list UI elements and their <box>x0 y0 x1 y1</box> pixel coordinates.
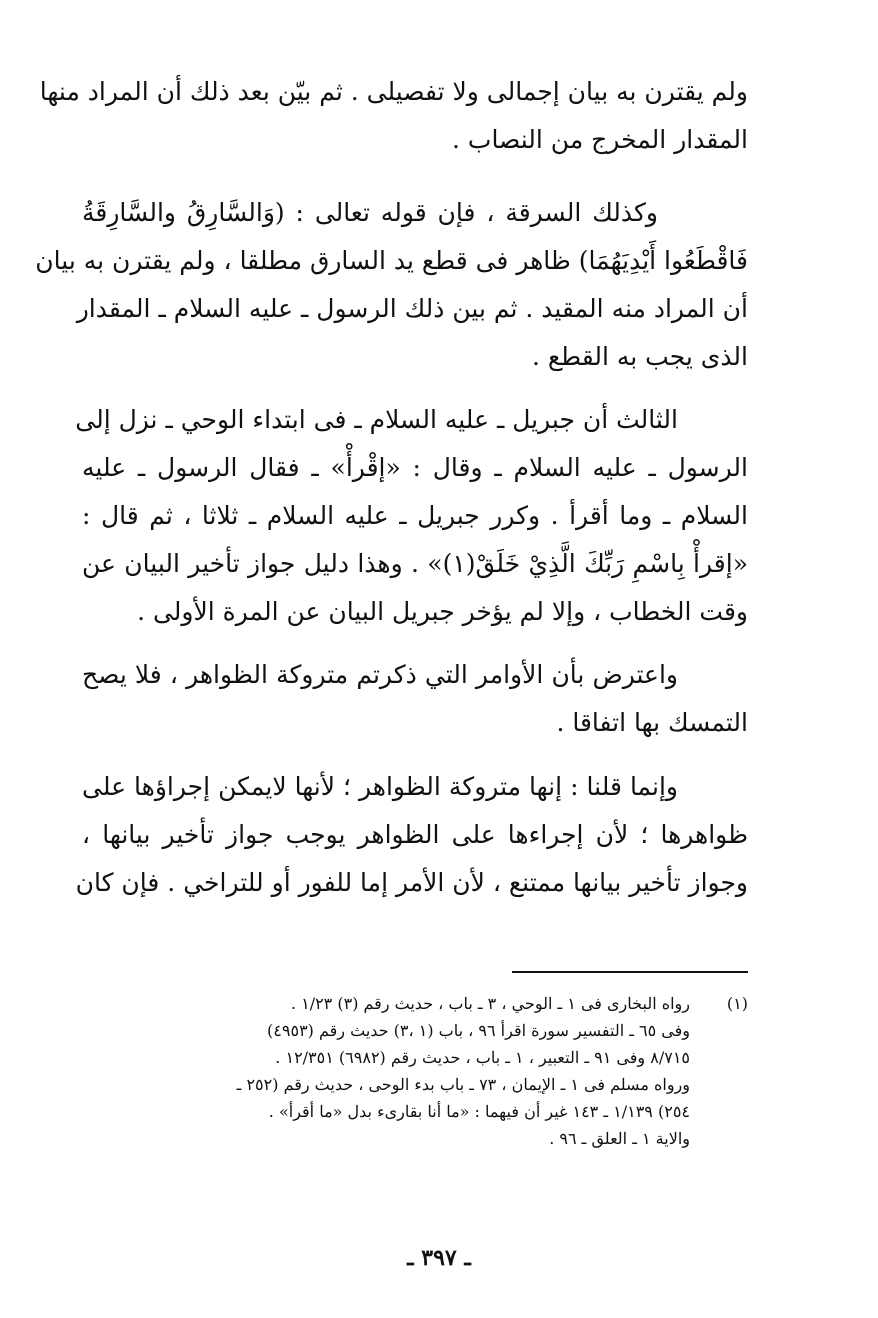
footnote-body <box>82 990 690 1152</box>
text-line: وإنما قلنا : إنها متروكة الظواهر ؛ لأنها لايمكن إجراؤها على <box>82 772 678 801</box>
footnote-line: والاية ١ ـ العلق ـ ٩٦ . <box>549 1129 690 1148</box>
footnote-divider <box>512 971 748 973</box>
text-line: «إقرأْ بِاسْمِ رَبِّكَ الَّذِيْ خَلَقْ(١)» . وهذا دليل جواز تأخير البيان عن <box>82 549 748 578</box>
paragraph-zakat-conclusion <box>39 68 748 164</box>
page-number: ـ ٣٩٧ ـ <box>407 1245 471 1271</box>
text-line: وكذلك السرقة ، فإن قوله تعالى : (وَالسَّارِقُ والسَّارِقَةُ <box>82 198 658 227</box>
paragraph-theft <box>35 189 748 381</box>
footnote-number: (١) <box>726 994 748 1013</box>
text-line: ظواهرها ؛ لأن إجراءها على الظواهر يوجب جواز تأخير بيانها ، <box>82 820 748 849</box>
text-line: أن المراد منه المقيد . ثم بين ذلك الرسول ـ عليه السلام ـ المقدار <box>76 294 748 323</box>
paragraph-reply <box>75 763 748 907</box>
text-line: فَاقْطَعُوا أَيْدِيَهُمَا) ظاهر فى قطع يد السارق مطلقا ، ولم يقترن به بيان <box>35 246 748 275</box>
footnote-line: ٢٥٤) ١/١٣٩ ـ ١٤٣ غير أن فيهما : «ما أنا بقارىء بدل «ما أقرأ» . <box>268 1102 690 1121</box>
footnote-line: رواه البخارى فى ١ ـ الوحي ، ٣ ـ باب ، حديث رقم (٣) ١/٢٣ . <box>290 994 690 1013</box>
footnote-line: ورواه مسلم فى ١ ـ الإيمان ، ٧٣ ـ باب بدء الوحى ، حديث رقم (٢٥٢ ـ <box>236 1075 690 1094</box>
footnote-line: وفى ٦٥ ـ التفسير سورة اقرأ ٩٦ ، باب (١ ،٣) حديث رقم (٤٩٥٣) <box>267 1021 690 1040</box>
text-line: الثالث أن جبريل ـ عليه السلام ـ فى ابتداء الوحي ـ نزل إلى <box>75 405 678 434</box>
text-line: التمسك بها اتفاقا . <box>556 708 748 737</box>
text-line: وقت الخطاب ، وإلا لم يؤخر جبريل البيان عن المرة الأولى . <box>137 597 748 626</box>
text-line: واعترض بأن الأوامر التي ذكرتم متروكة الظواهر ، فلا يصح <box>82 660 678 689</box>
paragraph-objection <box>82 651 748 747</box>
paragraph-third-argument <box>75 396 748 636</box>
text-line: المقدار المخرج من النصاب . <box>452 125 748 154</box>
text-line: ولم يقترن به بيان إجمالى ولا تفصيلى . ثم بيّن بعد ذلك أن المراد منها <box>39 77 748 106</box>
text-line: الرسول ـ عليه السلام ـ وقال : «إقْرأْ» ـ فقال الرسول ـ عليه <box>82 453 748 482</box>
text-line: الذى يجب به القطع . <box>531 342 748 371</box>
text-line: وجواز تأخير بيانها ممتنع ، لأن الأمر إما للفور أو للتراخي . فإن كان <box>75 868 748 897</box>
footnote-line: ٨/٧١٥ وفى ٩١ ـ التعبير ، ١ ـ باب ، حديث رقم (٦٩٨٢) ١٢/٣٥١ . <box>275 1048 690 1067</box>
text-line: السلام ـ وما أقرأ . وكرر جبريل ـ عليه السلام ـ ثلاثا ، ثم قال : <box>82 501 748 530</box>
